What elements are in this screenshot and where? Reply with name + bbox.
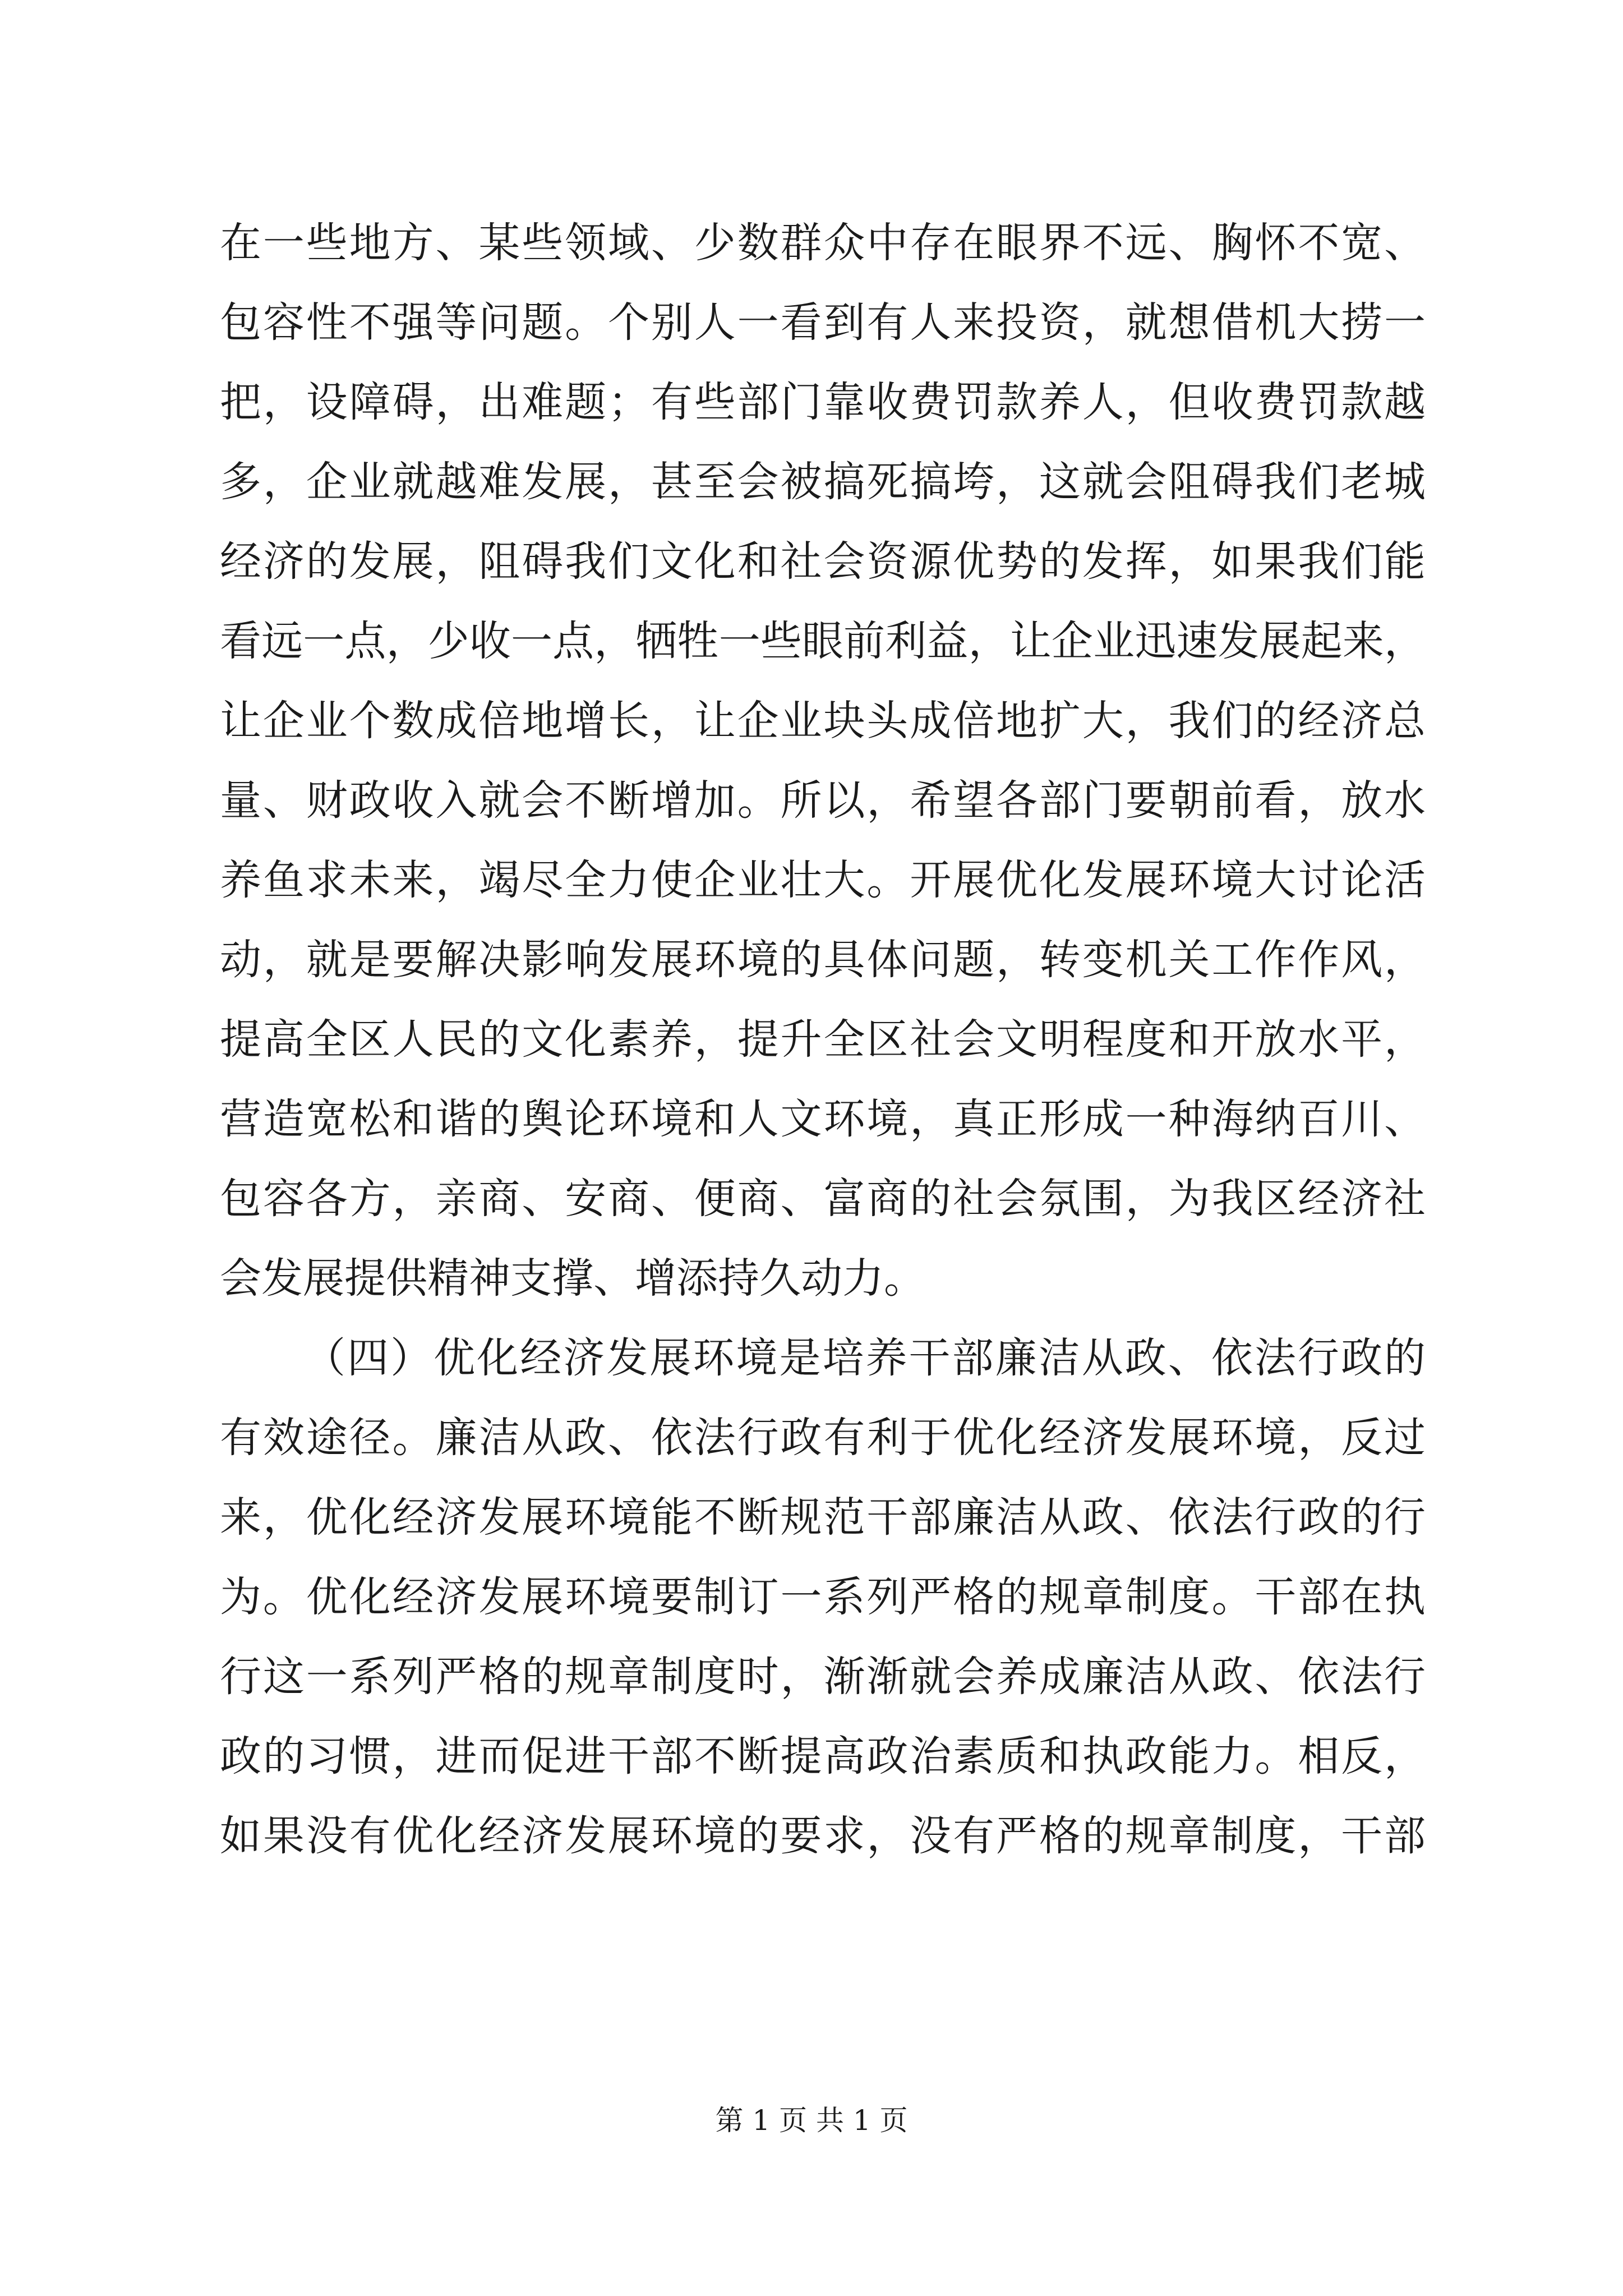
text-line: 动，就是要解决影响发展环境的具体问题，转变机关工作作风， bbox=[220, 936, 1426, 984]
text-line: 把，设障碍，出难题；有些部门靠收费罚款养人，但收费罚款越 bbox=[220, 378, 1426, 426]
text-line: 养鱼求未来，竭尽全力使企业壮大。开展优化发展环境大讨论活 bbox=[220, 856, 1426, 904]
text-line: 会发展提供精神支撑、增添持久动力。 bbox=[220, 1254, 925, 1303]
text-line: 行这一系列严格的规章制度时，渐渐就会养成廉洁从政、依法行 bbox=[220, 1653, 1426, 1701]
paragraph-1 bbox=[220, 203, 1426, 1318]
text-line: 多，企业就越难发展，甚至会被搞死搞垮，这就会阻碍我们老城 bbox=[220, 458, 1426, 506]
text-line: 看远一点，少收一点，牺牲一些眼前利益，让企业迅速发展起来， bbox=[220, 617, 1426, 665]
text-line: 量、财政收入就会不断增加。所以，希望各部门要朝前看，放水 bbox=[220, 776, 1426, 825]
page-number-footer: 第 1 页 共 1 页 bbox=[715, 2104, 908, 2137]
document-body bbox=[220, 203, 1426, 1876]
paragraph-2 bbox=[220, 1318, 1426, 1876]
text-line: 提高全区人民的文化素养，提升全区社会文明程度和开放水平， bbox=[220, 1015, 1426, 1064]
text-line: 为。优化经济发展环境要制订一系列严格的规章制度。干部在执 bbox=[220, 1573, 1426, 1621]
text-line: 经济的发展，阻碍我们文化和社会资源优势的发挥，如果我们能 bbox=[220, 537, 1426, 586]
text-line: 如果没有优化经济发展环境的要求，没有严格的规章制度，干部 bbox=[220, 1812, 1426, 1860]
text-line: 有效途径。廉洁从政、依法行政有利于优化经济发展环境，反过 bbox=[220, 1414, 1426, 1462]
text-line: 包容各方，亲商、安商、便商、富商的社会氛围，为我区经济社 bbox=[220, 1175, 1426, 1223]
text-line: 让企业个数成倍地增长，让企业块头成倍地扩大，我们的经济总 bbox=[220, 697, 1426, 745]
text-line: 包容性不强等问题。个别人一看到有人来投资，就想借机大捞一 bbox=[220, 298, 1426, 347]
text-line: （四）优化经济发展环境是培养干部廉洁从政、依法行政的 bbox=[304, 1334, 1426, 1382]
text-line: 在一些地方、某些领域、少数群众中存在眼界不远、胸怀不宽、 bbox=[220, 219, 1426, 267]
text-line: 营造宽松和谐的舆论环境和人文环境，真正形成一种海纳百川、 bbox=[220, 1095, 1426, 1143]
text-line: 政的习惯，进而促进干部不断提高政治素质和执政能力。相反， bbox=[220, 1732, 1426, 1780]
text-line: 来，优化经济发展环境能不断规范干部廉洁从政、依法行政的行 bbox=[220, 1493, 1426, 1542]
